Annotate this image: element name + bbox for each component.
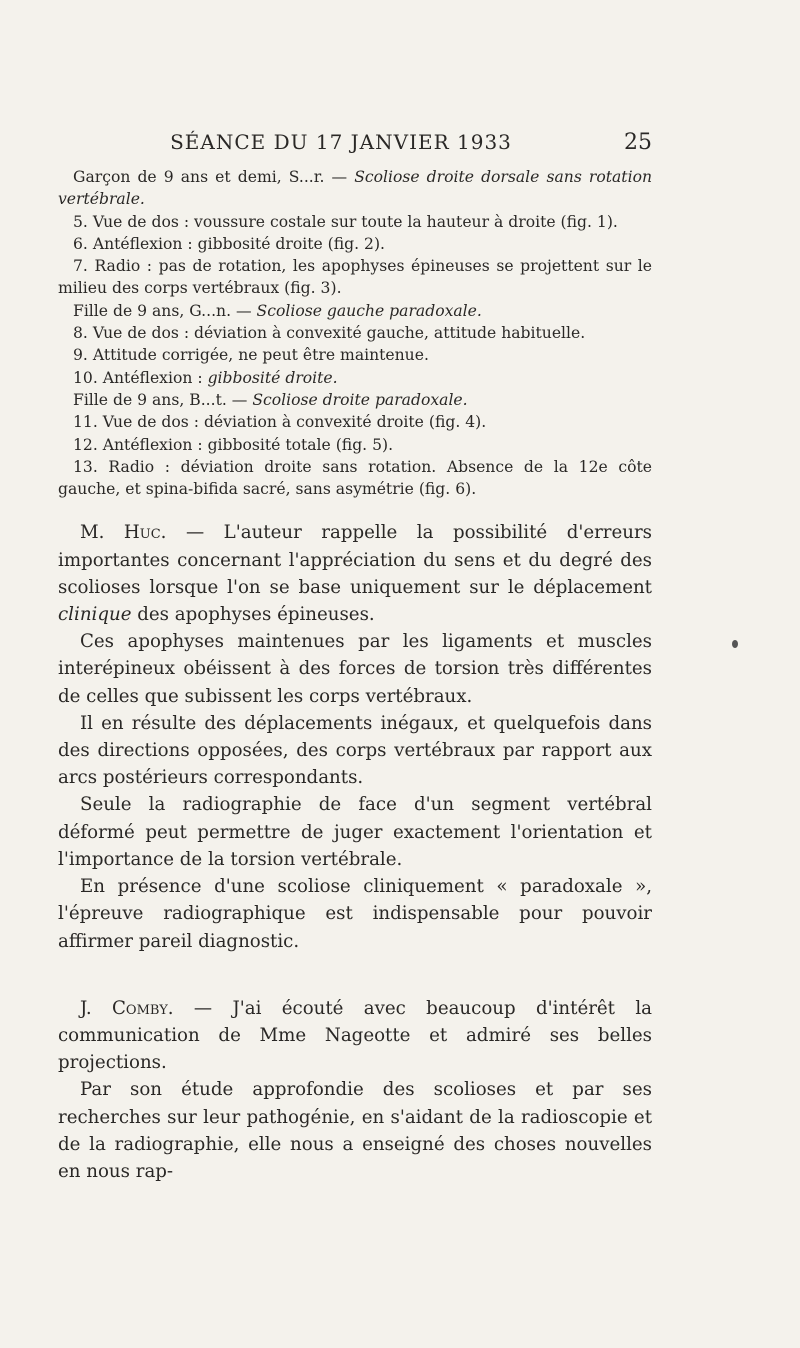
paragraph: Seule la radiographie de face d'un segment vertébral déformé peut permettre de juger exactement l'orientation et l'importance de la torsion vertébrale. [58, 794, 652, 870]
paragraph: En présence d'une scoliose cliniquement « paradoxale », l'épreuve radiographique est indispensable pour pouvoir affirmer pareil diagnostic. [58, 876, 652, 952]
case-list [58, 166, 652, 500]
huc-section [58, 519, 652, 954]
paragraph: Ces apophyses maintenues par les ligaments et muscles interépineux obéissent à des forces de torsion très différentes de celles que subissent les corps vertébraux. [58, 631, 652, 707]
case-line: 12. Antéflexion : gibbosité totale (fig. 5). [73, 435, 394, 454]
case-line: 6. Antéflexion : gibbosité droite (fig. 2). [73, 234, 386, 253]
paragraph: Il en résulte des déplacements inégaux, et quelquefois dans des directions opposées, des corps vertébraux par rapport aux arcs postérieurs correspondants. [58, 712, 652, 789]
case-line: Fille de 9 ans, G...n. — Scoliose gauche paradoxale. [73, 301, 482, 320]
page-number: 25 [624, 130, 652, 155]
case-line: 8. Vue de dos : déviation à convexité gauche, attitude habituelle. [73, 324, 586, 343]
paragraph: J. Comby. — J'ai écouté avec beaucoup d'intérêt la communication de Mme Nageotte et admiré ses belles projections. [58, 997, 652, 1074]
case-line: 9. Attitude corrigée, ne peut être maintenue. [73, 346, 429, 365]
comby-section [58, 995, 652, 1185]
page [58, 130, 652, 1185]
case-line: 13. Radio : déviation droite sans rotation. Absence de la 12e côte gauche, et spina-bifida sacré, sans asymétrie (fig. 6). [58, 457, 652, 499]
case-line: 5. Vue de dos : voussure costale sur toute la hauteur à droite (fig. 1). [73, 212, 618, 231]
case-line: 10. Antéflexion : gibbosité droite. [73, 368, 338, 387]
case-line: 11. Vue de dos : déviation à convexité droite (fig. 4). [73, 413, 487, 432]
margin-ink-dot [732, 640, 738, 648]
case-line: 7. Radio : pas de rotation, les apophyses épineuses se projettent sur le milieu des corps vertébraux (fig. 3). [58, 257, 652, 298]
running-header [58, 130, 652, 162]
paragraph: Par son étude approfondie des scolioses et par ses recherches sur leur pathogénie, en s'aidant de la radioscopie et de la radiographie, elle nous a enseigné des choses nouvelles en nous rap- [58, 1079, 652, 1182]
case-line: Fille de 9 ans, B...t. — Scoliose droite paradoxale. [73, 390, 468, 409]
paragraph: M. Huc. — L'auteur rappelle la possibilité d'erreurs importantes concernant l'appréciation du sens et du degré des scolioses lorsque l'on se base uniquement sur le déplacement clinique des apophyses épineuses. [58, 522, 653, 626]
case-line: Garçon de 9 ans et demi, S...r. — Scoliose droite dorsale sans rotation vertébrale. [58, 168, 652, 209]
speaker-name: J. Comby. [80, 997, 174, 1019]
speaker-name: M. Huc. [80, 522, 167, 544]
header-title: SÉANCE DU 17 JANVIER 1933 [170, 130, 512, 154]
